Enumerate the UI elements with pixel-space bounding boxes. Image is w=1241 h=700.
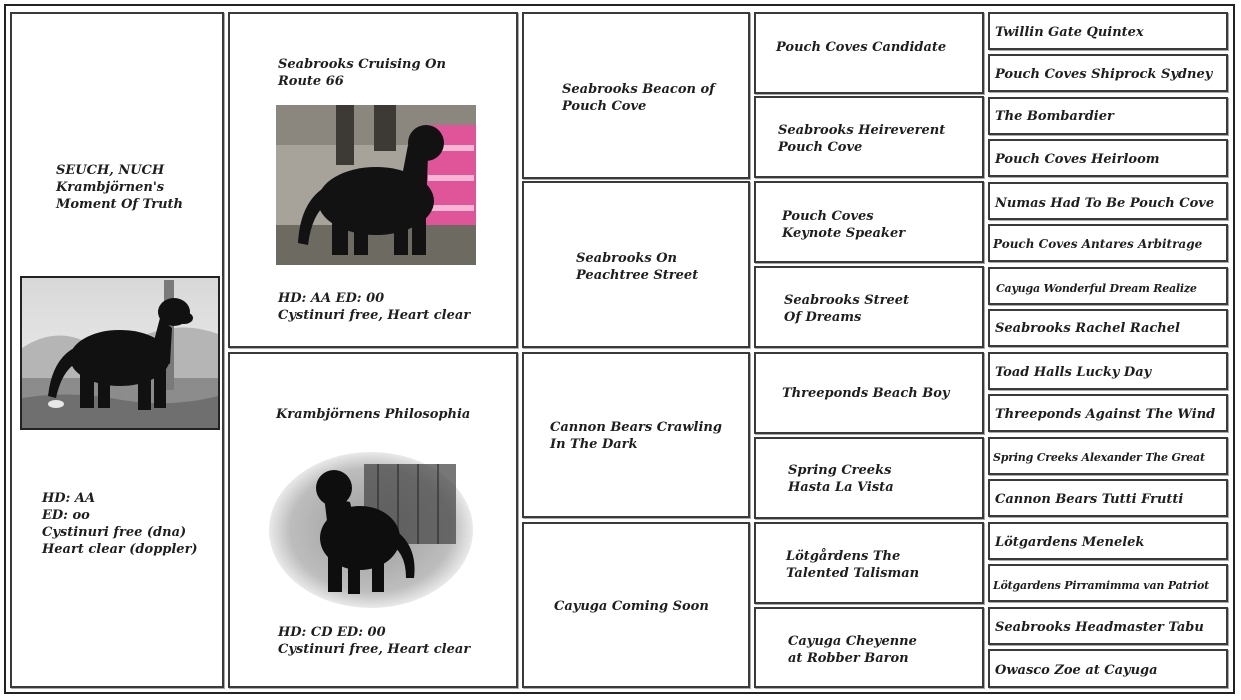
great-grandparent-box bbox=[754, 522, 984, 604]
great-great-grandparent-name: Owasco Zoe at Cayuga bbox=[995, 663, 1158, 678]
grandparent-box bbox=[522, 352, 750, 518]
great-great-grandparent-name: Numas Had To Be Pouch Cove bbox=[995, 196, 1215, 211]
great-great-grandparent-name: Lötgardens Menelek bbox=[995, 535, 1145, 550]
grandparent-box bbox=[522, 12, 750, 179]
great-great-grandparent-box bbox=[988, 97, 1228, 135]
grandparent-name: Seabrooks Beacon of Pouch Cove bbox=[562, 82, 715, 114]
great-grandparent-box bbox=[754, 12, 984, 94]
great-great-grandparent-name: The Bombardier bbox=[995, 109, 1114, 124]
great-grandparent-name: Seabrooks Street Of Dreams bbox=[784, 293, 910, 325]
great-grandparent-name: Pouch Coves Keynote Speaker bbox=[782, 209, 906, 241]
grandparent-name: Seabrooks On Peachtree Street bbox=[576, 251, 699, 283]
great-great-grandparent-name: Cayuga Wonderful Dream Realize bbox=[996, 282, 1197, 295]
great-great-grandparent-name: Cannon Bears Tutti Frutti bbox=[995, 492, 1184, 507]
great-great-grandparent-name: Toad Halls Lucky Day bbox=[995, 365, 1152, 380]
grandparent-name: Cayuga Coming Soon bbox=[554, 599, 709, 614]
great-great-grandparent-box bbox=[988, 479, 1228, 517]
great-grandparent-name: Threeponds Beach Boy bbox=[782, 386, 950, 401]
great-great-grandparent-name: Twillin Gate Quintex bbox=[995, 25, 1144, 40]
sire-name: Seabrooks Cruising On Route 66 bbox=[278, 57, 446, 89]
great-great-grandparent-box bbox=[988, 139, 1228, 177]
dam-name: Krambjörnens Philosophia bbox=[276, 407, 471, 422]
sire-box bbox=[228, 12, 518, 348]
great-great-grandparent-box bbox=[988, 224, 1228, 262]
great-great-grandparent-name: Lötgardens Pirramimma van Patriot bbox=[993, 579, 1210, 592]
dam-health: HD: CD ED: 00 Cystinuri free, Heart clear bbox=[278, 625, 471, 657]
great-grandparent-name: Pouch Coves Candidate bbox=[776, 40, 947, 55]
great-grandparent-name: Seabrooks Heireverent Pouch Cove bbox=[778, 123, 946, 155]
great-great-grandparent-box bbox=[988, 522, 1228, 560]
great-great-grandparent-box bbox=[988, 182, 1228, 220]
great-great-grandparent-name: Pouch Coves Antares Arbitrage bbox=[993, 237, 1203, 251]
great-great-grandparent-box bbox=[988, 309, 1228, 347]
great-grandparent-name: Lötgårdens The Talented Talisman bbox=[786, 549, 920, 581]
subject-photo bbox=[20, 276, 220, 430]
great-grandparent-box bbox=[754, 181, 984, 263]
grandparent-box bbox=[522, 181, 750, 348]
great-great-grandparent-box bbox=[988, 437, 1228, 475]
great-great-grandparent-box bbox=[988, 649, 1228, 688]
great-grandparent-box bbox=[754, 266, 984, 348]
grandparent-box bbox=[522, 522, 750, 688]
great-great-grandparent-name: Seabrooks Rachel Rachel bbox=[995, 321, 1180, 336]
grandparent-name: Cannon Bears Crawling In The Dark bbox=[550, 420, 722, 452]
great-great-grandparent-box bbox=[988, 267, 1228, 305]
great-grandparent-box bbox=[754, 96, 984, 178]
great-great-grandparent-box bbox=[988, 607, 1228, 645]
great-grandparent-box bbox=[754, 437, 984, 519]
great-great-grandparent-box bbox=[988, 12, 1228, 50]
great-great-grandparent-name: Spring Creeks Alexander The Great bbox=[993, 451, 1205, 464]
subject-box bbox=[10, 12, 224, 688]
great-great-grandparent-name: Threeponds Against The Wind bbox=[995, 407, 1216, 422]
sire-photo bbox=[276, 105, 476, 265]
great-great-grandparent-name: Pouch Coves Heirloom bbox=[995, 152, 1160, 167]
subject-name: SEUCH, NUCH Krambjörnen's Moment Of Truth bbox=[56, 163, 183, 212]
great-great-grandparent-name: Seabrooks Headmaster Tabu bbox=[995, 620, 1204, 635]
great-grandparent-box bbox=[754, 607, 984, 688]
dam-photo bbox=[268, 450, 474, 610]
great-great-grandparent-box bbox=[988, 352, 1228, 390]
subject-health: HD: AA ED: oo Cystinuri free (dna) Heart clear (doppler) bbox=[42, 491, 198, 557]
great-grandparent-name: Spring Creeks Hasta La Vista bbox=[788, 463, 894, 495]
great-grandparent-box bbox=[754, 352, 984, 434]
great-great-grandparent-name: Pouch Coves Shiprock Sydney bbox=[995, 67, 1213, 82]
great-great-grandparent-box bbox=[988, 564, 1228, 602]
sire-health: HD: AA ED: 00 Cystinuri free, Heart clear bbox=[278, 291, 471, 323]
great-great-grandparent-box bbox=[988, 394, 1228, 432]
great-great-grandparent-box bbox=[988, 54, 1228, 92]
great-grandparent-name: Cayuga Cheyenne at Robber Baron bbox=[788, 634, 917, 666]
dam-box bbox=[228, 352, 518, 688]
